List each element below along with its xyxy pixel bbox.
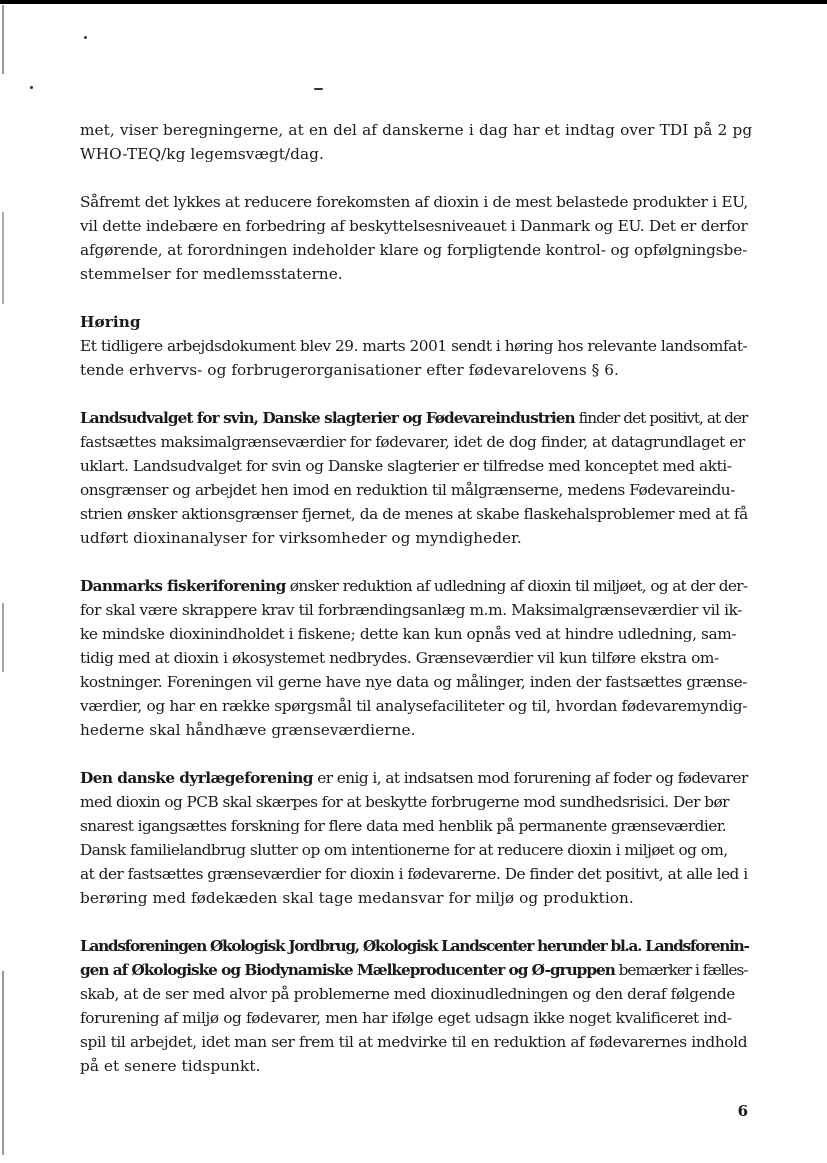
text-line: berøring med fødekæden skal tage medansvar for miljø og produktion. bbox=[80, 889, 634, 907]
text-line: stemmelser for medlemsstaterne. bbox=[80, 265, 343, 283]
scan-top-border bbox=[0, 0, 827, 4]
text-line: spil til arbejdet, idet man ser frem til at medvirke til en reduktion af fødevarernes indhold bbox=[80, 1033, 748, 1051]
text-line bbox=[80, 766, 748, 790]
text-line bbox=[80, 406, 748, 430]
paragraph-tdi bbox=[80, 118, 752, 166]
text-line: værdier, og har en række spørgsmål til analysefaciliteter og til, hvordan fødevaremyndig- bbox=[80, 697, 748, 715]
text-line: skab, at de ser med alvor på problemerne med dioxinudledningen og den deraf følgende bbox=[80, 985, 735, 1003]
text-line: Såfremt det lykkes at reducere forekomsten af dioxin i de mest belastede produkter i EU, bbox=[80, 193, 748, 211]
text-line: met, viser beregningerne, at en del af danskerne i dag har et indtag over TDI på 2 pg bbox=[80, 121, 753, 139]
paragraph-landsudvalget bbox=[80, 406, 748, 550]
text-line: snarest igangsættes forskning for flere data med henblik på permanente grænseværdier. bbox=[80, 817, 727, 835]
text-line bbox=[80, 958, 749, 982]
section-heading: Høring bbox=[80, 313, 141, 331]
text-line: vil dette indebære en forbedring af beskyttelsesniveauet i Danmark og EU. Det er derfor bbox=[80, 217, 748, 235]
section-hearing bbox=[80, 310, 747, 382]
paragraph-fiskeriforening bbox=[80, 574, 747, 742]
organisation-name: Landsudvalget for svin, Danske slagterier og Fødevareindustrien bbox=[80, 409, 575, 427]
text-line: tidig med at dioxin i økosystemet nedbrydes. Grænseværdier vil kun tilføre ekstra om- bbox=[80, 649, 719, 667]
organisation-name: Den danske dyrlægeforening bbox=[80, 769, 313, 787]
text-line: Et tidligere arbejdsdokument blev 29. marts 2001 sendt i høring hos relevante landsomfat- bbox=[80, 337, 748, 355]
text-line: tende erhvervs- og forbrugerorganisationer efter fødevarelovens § 6. bbox=[80, 361, 619, 379]
scan-speck bbox=[314, 88, 323, 90]
text-line: udført dioxinanalyser for virksomheder og myndigheder. bbox=[80, 529, 522, 547]
text-line: at der fastsættes grænseværdier for dioxin i fødevarerne. De finder det positivt, at alle led i bbox=[80, 865, 748, 883]
text-line: uklart. Landsudvalget for svin og Danske slagterier er tilfredse med konceptet med akti- bbox=[80, 457, 732, 475]
text-line: hederne skal håndhæve grænseværdierne. bbox=[80, 721, 416, 739]
page-number: 6 bbox=[737, 1102, 748, 1120]
scan-speck bbox=[30, 86, 33, 89]
text-line: kostninger. Foreningen vil gerne have nye data og målinger, inden der fastsættes grænse- bbox=[80, 673, 748, 691]
paragraph-okologisk bbox=[80, 934, 749, 1078]
text-line: forurening af miljø og fødevarer, men har ifølge eget udsagn ikke noget kvalificeret ind- bbox=[80, 1009, 732, 1027]
organisation-name: gen af Økologiske og Biodynamiske Mælkeproducenter og Ø-gruppen bbox=[80, 961, 615, 979]
paragraph-eu-protection bbox=[80, 190, 748, 286]
text-line: ke mindske dioxinindholdet i fiskene; dette kan kun opnås ved at hindre udledning, sam- bbox=[80, 625, 737, 643]
organisation-name: Danmarks fiskeriforening bbox=[80, 577, 286, 595]
text-line: afgørende, at forordningen indeholder klare og forpligtende kontrol- og opfølgningsbe- bbox=[80, 241, 748, 259]
text-line: WHO-TEQ/kg legemsvægt/dag. bbox=[80, 145, 324, 163]
text-line bbox=[80, 574, 747, 598]
organisation-name: Landsforeningen Økologisk Jordbrug, Økologisk Landscenter herunder bl.a. Landsforenin- bbox=[80, 937, 749, 955]
scan-left-edge bbox=[2, 5, 4, 1155]
text-line: fastsættes maksimalgrænseværdier for fødevarer, idet de dog finder, at datagrundlaget er bbox=[80, 433, 745, 451]
text-run: finder det positivt, at der bbox=[574, 409, 748, 427]
text-line: med dioxin og PCB skal skærpes for at beskytte forbrugerne mod sundhedsrisici. Der bør bbox=[80, 793, 729, 811]
text-line: strien ønsker aktionsgrænser fjernet, da de menes at skabe flaskehalsproblemer med at få bbox=[80, 505, 748, 523]
text-line: på et senere tidspunkt. bbox=[80, 1057, 261, 1075]
text-run: er enig i, at indsatsen mod forurening af foder og fødevarer bbox=[312, 769, 748, 787]
text-run: ønsker reduktion af udledning af dioxin til miljøet, og at der der- bbox=[285, 577, 748, 595]
text-line: onsgrænser og arbejdet hen imod en reduktion til målgrænserne, medens Fødevareindu- bbox=[80, 481, 735, 499]
paragraph-dyrlaegeforening bbox=[80, 766, 748, 910]
text-run: bemærker i fælles- bbox=[614, 961, 748, 979]
text-line: for skal være skrappere krav til forbrændingsanlæg m.m. Maksimalgrænseværdier vil ik- bbox=[80, 601, 743, 619]
text-line: Dansk familielandbrug slutter op om intentionerne for at reducere dioxin i miljøet og om, bbox=[80, 841, 728, 859]
scan-speck bbox=[84, 36, 87, 39]
